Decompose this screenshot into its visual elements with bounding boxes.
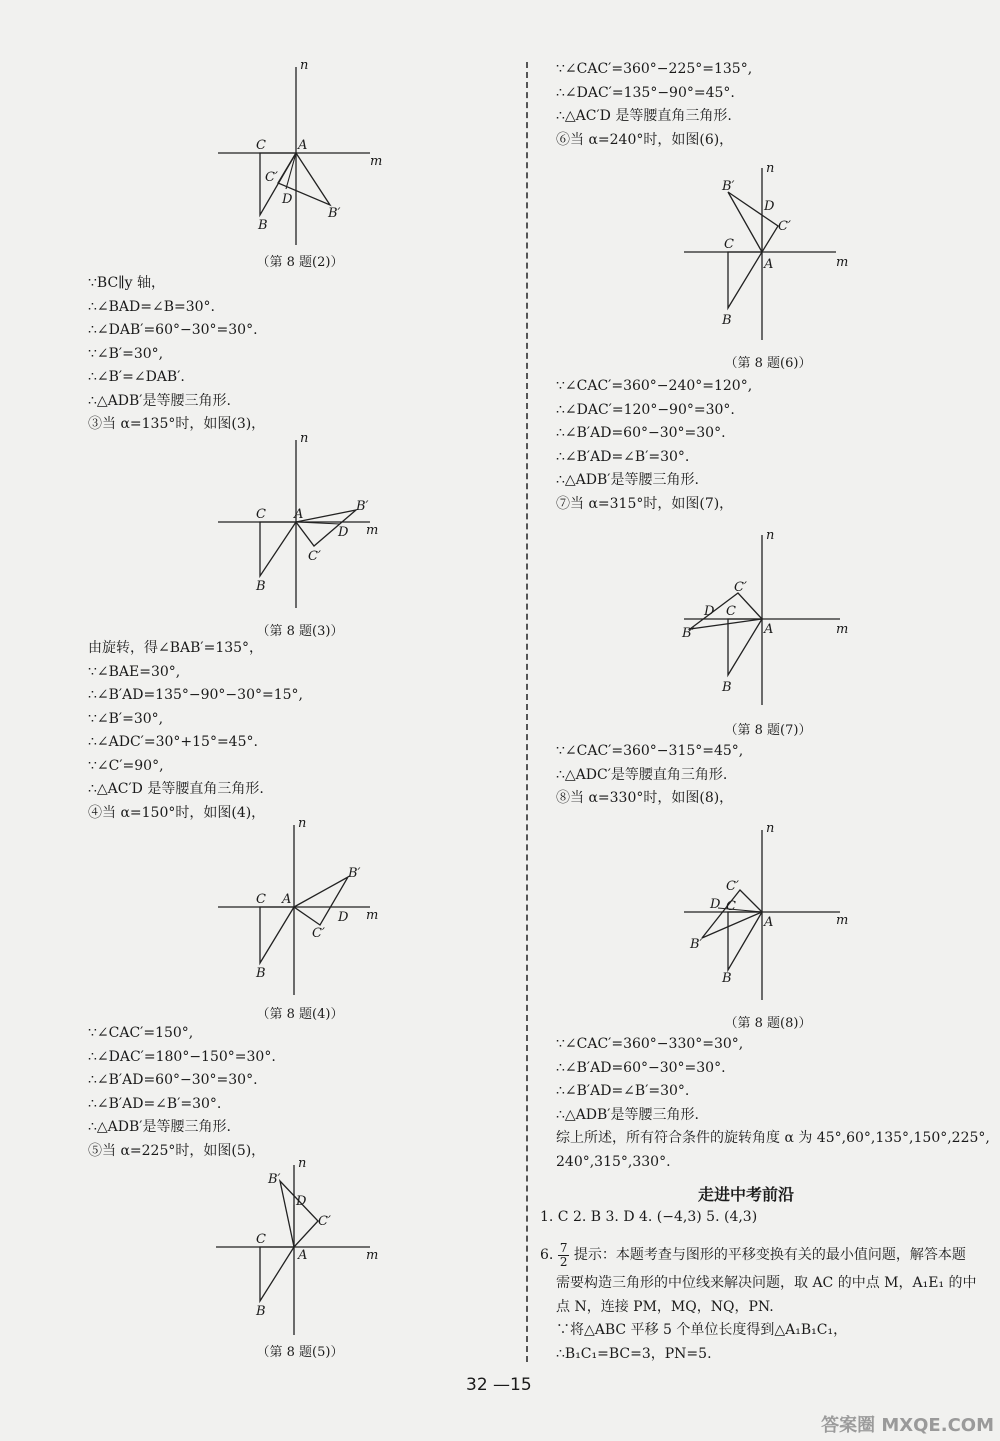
text-line: ∴△AC′D 是等腰直角三角形.	[556, 108, 732, 124]
label-D: D	[282, 192, 293, 207]
fraction-numerator: 7	[559, 1240, 568, 1255]
question-6-line	[540, 1240, 966, 1270]
label-B: B	[256, 1304, 266, 1319]
text-line: ∵∠CAC′=360°−240°=120°,	[556, 378, 753, 394]
label-A: A	[294, 507, 304, 522]
label-D: D	[338, 910, 349, 925]
label-n: n	[298, 816, 307, 831]
label-A: A	[282, 892, 292, 907]
label-D: D	[710, 897, 721, 912]
left-text-block-3	[88, 1022, 276, 1163]
text-line: ∴∠DAB′=60°−30°=30°.	[88, 322, 258, 338]
label-Bp: B′	[348, 866, 361, 881]
figure-caption: （第 8 题(7)）	[724, 723, 812, 738]
label-Cp: C′	[318, 1214, 331, 1229]
text-line: ∵∠B′=30°,	[88, 710, 164, 727]
label-A: A	[298, 1248, 308, 1263]
label-n: n	[300, 431, 309, 446]
figure-caption: （第 8 题(5)）	[256, 1345, 344, 1360]
figure-8-2	[210, 55, 390, 270]
label-B: B	[722, 313, 732, 328]
figure-8-7	[680, 525, 860, 738]
text-line: ③当 α=135°时，如图(3)，	[88, 416, 266, 432]
right-text-block-3	[556, 740, 743, 811]
text-line: ∵∠CAC′=150°,	[88, 1025, 194, 1041]
label-D: D	[296, 1194, 307, 1209]
text-line: ∵将△ABC 平移 5 个单位长度得到△A₁B₁C₁，	[556, 1322, 848, 1338]
label-Bp: B′	[328, 206, 341, 221]
label-m: m	[836, 622, 849, 637]
section-heading: 走进中考前沿	[698, 1185, 795, 1204]
label-Bp: B′	[682, 626, 695, 641]
text-line: ∵BC∥y 轴，	[88, 275, 165, 291]
text-line: ∴∠B′AD=60°−30°=30°.	[88, 1072, 258, 1088]
label-Cp: C′	[726, 879, 739, 894]
text-line: ∴△AC′D 是等腰直角三角形.	[88, 781, 264, 797]
figure-8-6-diagram	[680, 160, 860, 360]
text-line: ⑧当 α=330°时，如图(8)，	[556, 790, 734, 806]
text-line: ∴△ADB′是等腰三角形.	[556, 1106, 699, 1123]
text-line: ∴∠B′AD=∠B′=30°.	[556, 448, 690, 465]
label-n: n	[766, 161, 775, 176]
label-A: A	[764, 257, 774, 272]
label-n: n	[766, 528, 775, 543]
figure-8-5	[210, 1155, 390, 1360]
text-line: ∴∠ADC′=30°+15°=45°.	[88, 734, 258, 750]
label-Cp: C′	[265, 170, 278, 185]
figure-caption: （第 8 题(4)）	[256, 1007, 344, 1022]
label-A: A	[764, 622, 774, 637]
text-line: ⑤当 α=225°时，如图(5)，	[88, 1142, 266, 1159]
page-number: 32 —15	[466, 1375, 532, 1395]
label-n: n	[298, 1156, 307, 1171]
label-Bp: B′	[356, 499, 369, 514]
text-line: ∴∠DAC′=120°−90°=30°.	[556, 401, 735, 418]
label-Cp: C′	[778, 219, 791, 234]
text-line: 240°,315°,330°.	[556, 1153, 671, 1170]
right-text-block-2	[556, 375, 752, 516]
text-line: ∴B₁C₁=BC=3，PN=5.	[556, 1345, 712, 1362]
right-text-block-1	[556, 58, 752, 152]
column-divider	[526, 62, 528, 1362]
text-line: ∴∠B′AD=∠B′=30°.	[556, 1083, 690, 1099]
text-line: ∴∠BAD=∠B=30°.	[88, 298, 216, 315]
figure-caption: （第 8 题(2)）	[256, 255, 344, 270]
label-D: D	[704, 604, 715, 619]
text-line: ∴∠B′AD=60°−30°=30°.	[556, 1059, 726, 1076]
text-line: ∴∠B′AD=∠B′=30°.	[88, 1095, 222, 1112]
question-number: 6.	[540, 1247, 554, 1263]
figure-caption: （第 8 题(3)）	[256, 624, 344, 639]
figure-caption: （第 8 题(6)）	[724, 356, 812, 371]
watermark: 答案圈 MXQE.COM	[821, 1415, 994, 1436]
label-B: B	[256, 579, 266, 594]
fraction	[558, 1242, 570, 1269]
text-line: ∵∠C′=90°,	[88, 757, 164, 774]
label-B: B	[256, 966, 266, 981]
label-C: C	[256, 1232, 266, 1247]
label-C: C	[256, 892, 266, 907]
label-C: C	[256, 507, 266, 522]
label-Cp: C′	[312, 926, 325, 941]
label-C: C	[256, 138, 266, 153]
left-text-block-2	[88, 637, 303, 825]
text-line: ∴△ADB′是等腰三角形.	[88, 392, 231, 409]
label-C: C	[724, 237, 734, 252]
text-line: ∵∠B′=30°,	[88, 345, 164, 362]
label-D: D	[338, 525, 349, 540]
label-C: C	[726, 604, 736, 619]
figure-8-8	[680, 820, 860, 1031]
text-line: ⑥当 α=240°时，如图(6)，	[556, 131, 734, 148]
text-line: 需要构造三角形的中位线来解决问题，取 AC 的中点 M，A₁E₁ 的中	[556, 1275, 977, 1291]
text-line: ∴∠DAC′=135°−90°=45°.	[556, 84, 735, 101]
text-line: ∴△ADC′是等腰直角三角形.	[556, 766, 728, 783]
figure-8-6	[680, 160, 860, 371]
label-m: m	[366, 1248, 379, 1263]
answers-line	[540, 1206, 757, 1230]
label-m: m	[366, 908, 379, 923]
figure-8-2-diagram	[210, 55, 390, 255]
text-line: ∴△ADB′是等腰三角形.	[88, 1119, 231, 1135]
fraction-denominator: 2	[559, 1254, 568, 1269]
figure-8-4-diagram	[210, 815, 390, 1015]
hint-text: 提示：本题考查与图形的平移变换有关的最小值问题，解答本题	[573, 1247, 966, 1263]
label-D: D	[764, 199, 775, 214]
figure-8-5-diagram	[210, 1155, 390, 1355]
label-B: B	[722, 680, 732, 695]
label-Cp: C′	[308, 549, 321, 564]
label-Cp: C′	[734, 580, 747, 595]
figure-8-7-diagram	[680, 525, 860, 725]
figure-8-3-diagram	[210, 430, 390, 630]
text-line: ∴∠B′AD=60°−30°=30°.	[556, 425, 726, 441]
label-Bp: B′	[722, 179, 735, 194]
text-line: ∵∠CAC′=360°−225°=135°,	[556, 61, 753, 77]
text-line: 由旋转，得∠BAB′=135°，	[88, 640, 264, 656]
text-line: ∴△ADB′是等腰三角形.	[556, 472, 699, 488]
label-A: A	[764, 915, 774, 930]
label-m: m	[370, 154, 383, 169]
text-line: ∵∠CAC′=360°−315°=45°,	[556, 743, 744, 759]
label-Bp: B′	[268, 1172, 281, 1187]
label-C: C	[726, 899, 736, 914]
right-text-block-5	[556, 1272, 977, 1366]
label-Bp: B′	[690, 937, 703, 952]
text-line: ④当 α=150°时，如图(4)，	[88, 804, 266, 821]
text-line: ∴∠B′=∠DAB′.	[88, 369, 185, 385]
text-line: ∵∠CAC′=360°−330°=30°,	[556, 1036, 744, 1052]
text-line: 综上所述，所有符合条件的旋转角度 α 为 45°,60°,135°,150°,225°,	[556, 1130, 990, 1146]
left-text-block-1	[88, 272, 265, 437]
text-line: 1. C 2. B 3. D 4. (−4,3) 5. (4,3)	[540, 1209, 758, 1225]
label-n: n	[766, 821, 775, 836]
label-n: n	[300, 58, 309, 73]
figure-8-8-diagram	[680, 820, 860, 1020]
right-text-block-4	[556, 1033, 990, 1174]
figure-8-4	[210, 815, 390, 1022]
text-line: 点 N，连接 PM，MQ，NQ，PN.	[556, 1298, 774, 1315]
text-line: ∴∠B′AD=135°−90°−30°=15°,	[88, 687, 303, 703]
text-line: ∵∠BAE=30°,	[88, 663, 181, 680]
label-m: m	[836, 913, 849, 928]
label-B: B	[722, 971, 732, 986]
label-A: A	[298, 138, 308, 153]
text-line: ∴∠DAC′=180°−150°=30°.	[88, 1048, 276, 1065]
label-m: m	[836, 255, 849, 270]
figure-caption: （第 8 题(8)）	[724, 1016, 812, 1031]
text-line: ⑦当 α=315°时，如图(7)，	[556, 495, 734, 512]
label-m: m	[366, 523, 379, 538]
label-B: B	[258, 218, 268, 233]
text-line	[540, 1240, 966, 1270]
figure-8-3	[210, 430, 390, 639]
